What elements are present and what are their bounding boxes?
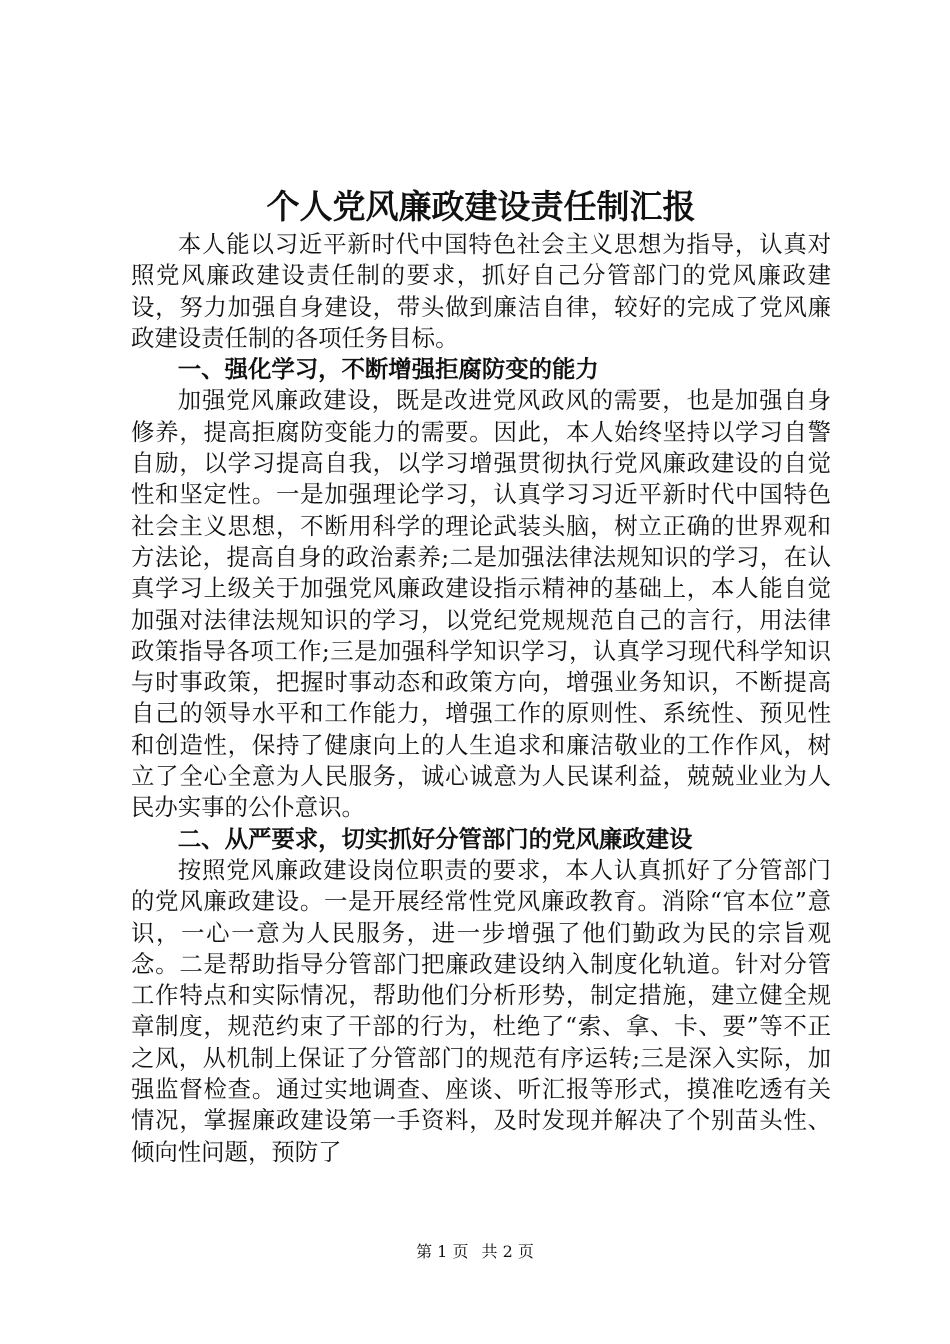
page-number: 第 1 页 xyxy=(416,1242,469,1261)
section-2-heading: 二、从严要求，切实抓好分管部门的党风廉政建设 xyxy=(177,824,693,853)
section-1-body: 加强党风廉政建设，既是改进党风政风的需要，也是加强自身修养，提高拒腐防变能力的需要。因此，本人始终坚持以学习自警自励，以学习提高自我，以学习增强贯彻执行党风廉政建设的自觉性和坚定性。一是加强理论学习，认真学习习近平新时代中国特色社会主义思想，不断用科学的理论武装头脑，树立正确的世界观和方法论，提高自身的政治素养;二是加强法律法规知识的学习，在认真学习上级关于加强党风廉政建设指示精神的基础上，本人能自觉加强对法律法规知识的学习，以党纪党规规范自己的言行，用法律政策指导各项工作;三是加强科学知识学习，认真学习现代科学知识与时事政策，把握时事动态和政策方向，增强业务知识，不断提高自己的领导水平和工作能力，增强工作的原则性、系统性、预见性和创造性，保持了健康向上的人生追求和廉洁敬业的工作作风，树立了全心全意为人民服务，诚心诚意为人民谋利益，兢兢业业为人民办实事的公仆意识。 xyxy=(131,386,831,822)
section-2-body: 按照党风廉政建设岗位职责的要求，本人认真抓好了分管部门的党风廉政建设。一是开展经常性党风廉政教育。消除“官本位”意识，一心一意为人民服务，进一步增强了他们勤政为民的宗旨观念。二是帮助指导分管部门把廉政建设纳入制度化轨道。针对分管工作特点和实际情况，帮助他们分析形势，制定措施，建立健全规章制度，规范约束了干部的行为，杜绝了“索、拿、卡、要”等不正之风，从机制上保证了分管部门的规范有序运转;三是深入实际，加强监督检查。通过实地调查、座谈、听汇报等形式，摸准吃透有关情况，掌握廉政建设第一手资料，及时发现并解决了个别苗头性、倾向性问题，预防了 xyxy=(131,855,831,1166)
section-1-heading: 一、强化学习，不断增强拒腐防变的能力 xyxy=(177,355,599,384)
document-content xyxy=(131,185,831,1168)
document-title: 个人党风廉政建设责任制汇报 xyxy=(266,187,696,226)
page-footer xyxy=(0,1241,950,1263)
intro-paragraph: 本人能以习近平新时代中国特色社会主义思想为指导，认真对照党风廉政建设责任制的要求，抓好自己分管部门的党风廉政建设，努力加强自身建设，带头做到廉洁自律，较好的完成了党风廉政建设责任制的各项任务目标。 xyxy=(131,230,831,352)
page-total: 共 2 页 xyxy=(481,1242,534,1261)
